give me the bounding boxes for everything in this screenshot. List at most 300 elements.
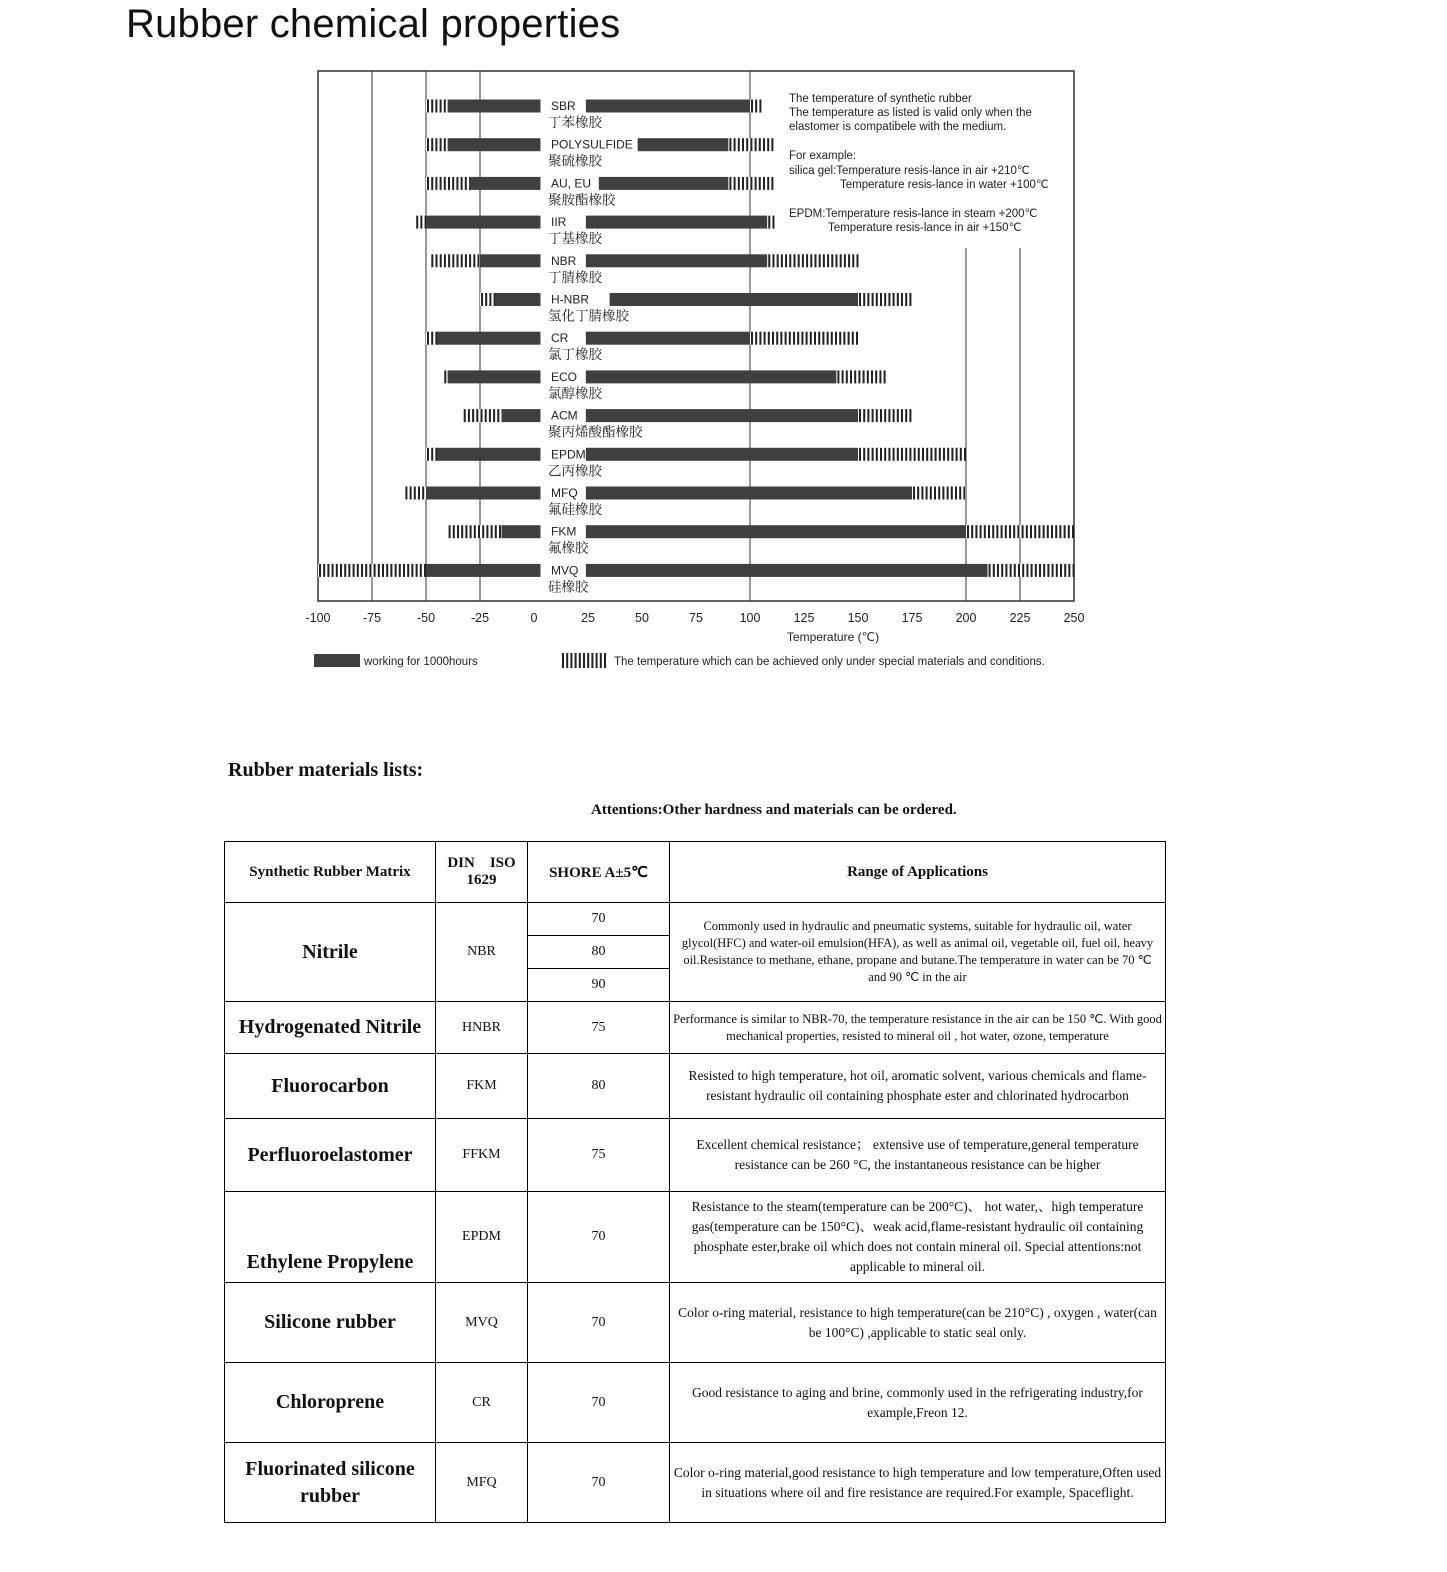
hatch-stroke [465, 254, 467, 267]
hatch-stroke [772, 332, 774, 345]
special-range-low [463, 409, 504, 422]
hatch-stroke [485, 409, 487, 422]
special-range-low [443, 370, 447, 383]
hatch-stroke [843, 332, 845, 345]
hatch-stroke [859, 293, 861, 306]
chart-row-polysulfide [426, 138, 773, 170]
temperature-range-chart [300, 62, 1100, 682]
material-code: HNBR [436, 1002, 528, 1054]
hatch-stroke [414, 487, 416, 500]
hatch-stroke [449, 525, 451, 538]
chart-row-epdm [426, 447, 966, 479]
working-range-bar [599, 177, 729, 190]
hatch-stroke [746, 138, 748, 151]
hatch-stroke [814, 254, 816, 267]
hatch-stroke [975, 525, 977, 538]
hatch-stroke [772, 216, 774, 229]
table-row [225, 903, 1166, 936]
material-shore: 70 [528, 1283, 670, 1363]
working-range-bar [480, 254, 540, 267]
special-range-high [858, 448, 966, 461]
working-range-bar [426, 564, 540, 577]
hatch-stroke [1064, 564, 1066, 577]
hatch-stroke [755, 177, 757, 190]
material-shore: 70 [528, 1363, 670, 1443]
special-range-high [858, 293, 912, 306]
hatch-bg [858, 448, 966, 461]
hatch-stroke [798, 254, 800, 267]
hatch-stroke [457, 525, 459, 538]
chart-row-iir [415, 215, 776, 247]
materials-list-title: Rubber materials lists: [228, 759, 424, 781]
hatch-stroke [357, 564, 359, 577]
hatch-stroke [461, 177, 463, 190]
hatch-stroke [856, 254, 858, 267]
material-code: EPDM [436, 1192, 528, 1283]
special-range-high [750, 100, 763, 113]
hatch-stroke [340, 564, 342, 577]
table-row [225, 1192, 1166, 1283]
hatch-stroke [922, 448, 924, 461]
hatch-stroke [468, 409, 470, 422]
x-tick-label: 250 [1063, 611, 1085, 625]
hatch-stroke [810, 332, 812, 345]
hatch-stroke [905, 293, 907, 306]
header-din-line1: DIN ISO [447, 855, 516, 871]
hatch-stroke [374, 564, 376, 577]
hatch-stroke [410, 487, 412, 500]
row-label: SBR [551, 99, 576, 113]
hatch-stroke [909, 448, 911, 461]
material-name: Fluorinated silicone rubber [225, 1443, 436, 1523]
hatch-stroke [934, 487, 936, 500]
hatch-stroke [738, 177, 740, 190]
x-tick-label: 0 [530, 611, 538, 625]
hatch-stroke [452, 177, 454, 190]
hatch-stroke [1038, 525, 1040, 538]
attention-note: Attentions:Other hardness and materials can be ordered. [591, 802, 957, 818]
hatch-stroke [427, 448, 429, 461]
hatch-stroke [435, 100, 437, 113]
hatch-stroke [939, 448, 941, 461]
working-range-bar [586, 525, 966, 538]
hatch-stroke [469, 254, 471, 267]
hatch-stroke [938, 487, 940, 500]
hatch-stroke [893, 409, 895, 422]
hatch-stroke [1047, 564, 1049, 577]
hatch-stroke [336, 564, 338, 577]
hatch-stroke [1064, 525, 1066, 538]
x-tick-label: 50 [635, 611, 649, 625]
hatch-stroke [901, 448, 903, 461]
hatch-stroke [884, 448, 886, 461]
special-range-low [426, 332, 437, 345]
hatch-stroke [1068, 564, 1070, 577]
hatch-stroke [734, 177, 736, 190]
hatch-stroke [348, 564, 350, 577]
hatch-stroke [390, 564, 392, 577]
hatch-stroke [485, 293, 487, 306]
hatch-stroke [427, 100, 429, 113]
material-code: CR [436, 1363, 528, 1443]
material-shore: 75 [528, 1119, 670, 1192]
row-label: CR [551, 331, 569, 346]
material-range: Commonly used in hydraulic and pneumatic systems, suitable for hydraulic oil, water glycol(HFC) and water-oil emulsion(HFA), as well as animal oil, vegetable oil, fuel oil, heavy oil.Resistance to methane, ethane, propane and butane.The temperature in water can be 70 ℃ and 90 ℃ in the air [670, 903, 1166, 1002]
page-title: Rubber chemical properties [126, 2, 621, 46]
chart-row-mvq [318, 563, 1075, 595]
legend-swatch-hatched [562, 653, 564, 668]
hatch-stroke [1030, 525, 1032, 538]
hatch-stroke [386, 564, 388, 577]
hatch-stroke [835, 332, 837, 345]
hatch-stroke [453, 525, 455, 538]
hatch-stroke [729, 138, 731, 151]
hatch-stroke [863, 448, 865, 461]
working-range-bar [586, 370, 837, 383]
hatch-stroke [846, 370, 848, 383]
hatch-stroke [988, 525, 990, 538]
hatch-stroke [967, 525, 969, 538]
hatch-stroke [493, 409, 495, 422]
material-code: NBR [436, 903, 528, 1002]
hatch-stroke [818, 332, 820, 345]
material-code: MVQ [436, 1283, 528, 1363]
x-tick-label: 150 [847, 611, 869, 625]
hatch-stroke [776, 332, 778, 345]
hatch-stroke [867, 293, 869, 306]
x-tick-label: 200 [955, 611, 977, 625]
hatch-stroke [407, 564, 409, 577]
hatch-bg [430, 254, 480, 267]
hatch-stroke [403, 564, 405, 577]
hatch-stroke [863, 370, 865, 383]
table-row [225, 1054, 1166, 1119]
hatch-stroke [1056, 564, 1058, 577]
hatch-stroke [926, 487, 928, 500]
hatch-stroke [759, 177, 761, 190]
hatch-stroke [751, 100, 753, 113]
hatch-stroke [759, 332, 761, 345]
hatch-stroke [947, 448, 949, 461]
special-range-low [430, 254, 480, 267]
chart-note: For example: [789, 150, 857, 162]
hatch-stroke [964, 448, 966, 461]
hatch-stroke [880, 448, 882, 461]
legend-swatch-hatched [587, 653, 589, 668]
material-range: Color o-ring material, resistance to high temperature(can be 210°C) , oxygen , water(can be 100°C) ,applicable to static seal only. [670, 1283, 1166, 1363]
special-range-high [767, 254, 858, 267]
hatch-stroke [416, 216, 418, 229]
x-tick-label: -100 [305, 611, 331, 625]
hatch-stroke [955, 487, 957, 500]
hatch-stroke [835, 254, 837, 267]
hatch-stroke [909, 293, 911, 306]
hatch-stroke [793, 332, 795, 345]
hatch-stroke [734, 138, 736, 151]
hatch-stroke [436, 254, 438, 267]
hatch-stroke [1034, 525, 1036, 538]
hatch-stroke [879, 370, 881, 383]
hatch-stroke [871, 370, 873, 383]
hatch-stroke [993, 564, 995, 577]
hatch-stroke [405, 487, 407, 500]
hatch-stroke [989, 564, 991, 577]
special-range-high [988, 564, 1075, 577]
hatch-stroke [888, 448, 890, 461]
row-label-cn: 聚丙烯酸酯橡胶 [548, 424, 643, 441]
hatch-stroke [905, 409, 907, 422]
legend-swatch-hatched [570, 653, 572, 668]
hatch-stroke [819, 254, 821, 267]
hatch-stroke [742, 138, 744, 151]
hatch-stroke [947, 487, 949, 500]
chart-row-acm [463, 409, 912, 441]
row-label: FKM [551, 524, 577, 539]
row-label-cn: 氯丁橡胶 [548, 347, 602, 364]
hatch-stroke [763, 177, 765, 190]
row-label-cn: 氟橡胶 [548, 540, 589, 557]
hatch-stroke [842, 370, 844, 383]
hatch-stroke [448, 177, 450, 190]
hatch-stroke [353, 564, 355, 577]
legend-swatch-hatched [596, 653, 598, 668]
chart-note: Temperature resis-lance in water +100℃ [840, 179, 1049, 191]
hatch-stroke [1073, 564, 1075, 577]
working-range-bar [437, 448, 541, 461]
hatch-stroke [897, 448, 899, 461]
hatch-stroke [1039, 564, 1041, 577]
hatch-stroke [897, 293, 899, 306]
hatch-stroke [797, 332, 799, 345]
working-range-bar [495, 293, 540, 306]
materials-table [224, 841, 1166, 1523]
hatch-stroke [444, 138, 446, 151]
hatch-stroke [369, 564, 371, 577]
working-range-bar [426, 487, 540, 500]
hatch-stroke [942, 487, 944, 500]
chart-note: Temperature resis-lance in air +150℃ [828, 222, 1022, 234]
hatch-stroke [456, 177, 458, 190]
hatch-stroke [876, 448, 878, 461]
hatch-stroke [427, 332, 429, 345]
hatch-stroke [750, 138, 752, 151]
chart-row-nbr [430, 254, 858, 286]
row-label: ECO [551, 369, 578, 384]
x-tick-label: -50 [416, 611, 436, 625]
material-code: MFQ [436, 1443, 528, 1523]
hatch-stroke [858, 370, 860, 383]
hatch-stroke [909, 409, 911, 422]
material-name: Perfluoroelastomer [225, 1119, 436, 1192]
hatch-stroke [1009, 525, 1011, 538]
hatch-stroke [742, 177, 744, 190]
hatch-stroke [476, 409, 478, 422]
hatch-stroke [771, 138, 773, 151]
hatch-stroke [1055, 525, 1057, 538]
material-shore: 90 [528, 969, 670, 1002]
hatch-stroke [378, 564, 380, 577]
material-name: Nitrile [225, 903, 436, 1002]
hatch-stroke [880, 409, 882, 422]
special-range-high [858, 409, 912, 422]
legend-swatch-hatched [566, 653, 568, 668]
material-range: Resistance to the steam(temperature can be 200°C)、 hot water,、high temperature gas(temperature can be 150°C)、weak acid,flame-resistant hydraulic oil containing phosphate ester,brake oil which does not contain mineral oil. Special attentions:not applicable to mineral oil. [670, 1192, 1166, 1283]
material-shore: 80 [528, 936, 670, 969]
hatch-stroke [768, 216, 770, 229]
hatch-stroke [930, 448, 932, 461]
chart-row-eco [443, 370, 885, 402]
material-name: Hydrogenated Nitrile [225, 1002, 436, 1054]
hatch-stroke [448, 254, 450, 267]
hatch-stroke [759, 138, 761, 151]
material-name: Ethylene Propylene [225, 1192, 436, 1283]
row-label-cn: 丁基橡胶 [548, 231, 602, 248]
hatch-stroke [411, 564, 413, 577]
hatch-stroke [935, 448, 937, 461]
hatch-stroke [863, 409, 865, 422]
hatch-stroke [1035, 564, 1037, 577]
hatch-stroke [772, 254, 774, 267]
legend-swatch-hatched [600, 653, 602, 668]
hatch-stroke [474, 525, 476, 538]
hatch-stroke [831, 332, 833, 345]
hatch-stroke [481, 293, 483, 306]
hatch-stroke [738, 138, 740, 151]
special-range-high [728, 177, 773, 190]
hatch-stroke [431, 332, 433, 345]
table-header-row [225, 842, 1166, 903]
hatch-stroke [746, 177, 748, 190]
hatch-stroke [1043, 564, 1045, 577]
legend-swatch-solid [314, 654, 360, 667]
hatch-stroke [489, 409, 491, 422]
hatch-stroke [780, 332, 782, 345]
working-range-bar [586, 487, 912, 500]
hatch-stroke [963, 487, 965, 500]
hatch-stroke [901, 293, 903, 306]
table-row [225, 1119, 1166, 1192]
hatch-stroke [893, 448, 895, 461]
hatch-stroke [1059, 525, 1061, 538]
hatch-stroke [863, 293, 865, 306]
hatch-stroke [395, 564, 397, 577]
row-label-cn: 硅橡胶 [548, 579, 589, 596]
hatch-stroke [481, 409, 483, 422]
hatch-stroke [750, 177, 752, 190]
row-label-cn: 氯醇橡胶 [548, 385, 602, 402]
working-range-bar [448, 370, 541, 383]
working-range-bar [448, 138, 541, 151]
hatch-stroke [491, 525, 493, 538]
hatch-stroke [901, 409, 903, 422]
hatch-stroke [751, 332, 753, 345]
chart-note: The temperature of synthetic rubber [789, 93, 972, 105]
hatch-stroke [822, 332, 824, 345]
special-range-high [750, 332, 858, 345]
hatch-stroke [837, 370, 839, 383]
x-tick-label: -25 [470, 611, 490, 625]
header-din-line2: 1629 [466, 872, 497, 888]
hatch-stroke [729, 177, 731, 190]
working-range-bar [502, 409, 541, 422]
hatch-stroke [764, 332, 766, 345]
legend-label-hatched: The temperature which can be achieved only under special materials and conditions. [614, 656, 1045, 668]
hatch-stroke [1068, 525, 1070, 538]
chart-row-h-nbr [480, 293, 912, 325]
hatch-stroke [461, 525, 463, 538]
hatch-stroke [918, 448, 920, 461]
hatch-stroke [827, 332, 829, 345]
hatch-stroke [444, 370, 446, 383]
hatch-stroke [992, 525, 994, 538]
hatch-stroke [789, 254, 791, 267]
material-shore: 70 [528, 1192, 670, 1283]
x-tick-label: 25 [581, 611, 595, 625]
hatch-stroke [767, 177, 769, 190]
special-range-low [318, 564, 426, 577]
legend-swatch-hatched [579, 653, 581, 668]
hatch-stroke [461, 254, 463, 267]
hatch-stroke [431, 177, 433, 190]
x-tick-label: 100 [739, 611, 761, 625]
hatch-stroke [872, 448, 874, 461]
x-tick-label: 225 [1009, 611, 1031, 625]
row-label-cn: 氟硅橡胶 [548, 502, 602, 518]
row-label-cn: 丁苯橡胶 [548, 115, 602, 131]
hatch-stroke [956, 448, 958, 461]
working-range-bar [448, 100, 541, 113]
special-range-low [448, 525, 502, 538]
hatch-stroke [478, 525, 480, 538]
hatch-stroke [444, 177, 446, 190]
header-din-iso [436, 842, 528, 903]
material-shore: 70 [528, 1443, 670, 1523]
hatch-stroke [427, 177, 429, 190]
hatch-stroke [418, 487, 420, 500]
hatch-stroke [470, 525, 472, 538]
hatch-stroke [984, 525, 986, 538]
hatch-stroke [440, 254, 442, 267]
row-label: H-NBR [551, 292, 589, 307]
row-label: NBR [551, 253, 577, 268]
hatch-stroke [323, 564, 325, 577]
hatch-bg [318, 564, 426, 577]
material-shore: 80 [528, 1054, 670, 1119]
special-range-high [836, 370, 885, 383]
working-range-bar [586, 448, 858, 461]
legend-swatch-hatched [591, 653, 593, 668]
hatch-stroke [888, 293, 890, 306]
hatch-stroke [755, 332, 757, 345]
hatch-stroke [382, 564, 384, 577]
chart-note: The temperature as listed is valid only when the [789, 107, 1032, 119]
header-matrix: Synthetic Rubber Matrix [225, 842, 436, 903]
hatch-stroke [913, 487, 915, 500]
special-range-high [912, 487, 966, 500]
row-label: MFQ [551, 486, 578, 500]
special-range-low [426, 448, 437, 461]
hatch-stroke [867, 409, 869, 422]
hatch-stroke [464, 409, 466, 422]
hatch-bg [966, 525, 1074, 538]
hatch-stroke [1060, 564, 1062, 577]
working-range-bar [586, 564, 988, 577]
hatch-stroke [884, 409, 886, 422]
working-range-bar [586, 254, 767, 267]
header-range: Range of Applications [670, 842, 1166, 903]
hatch-stroke [1017, 525, 1019, 538]
hatch-stroke [884, 293, 886, 306]
